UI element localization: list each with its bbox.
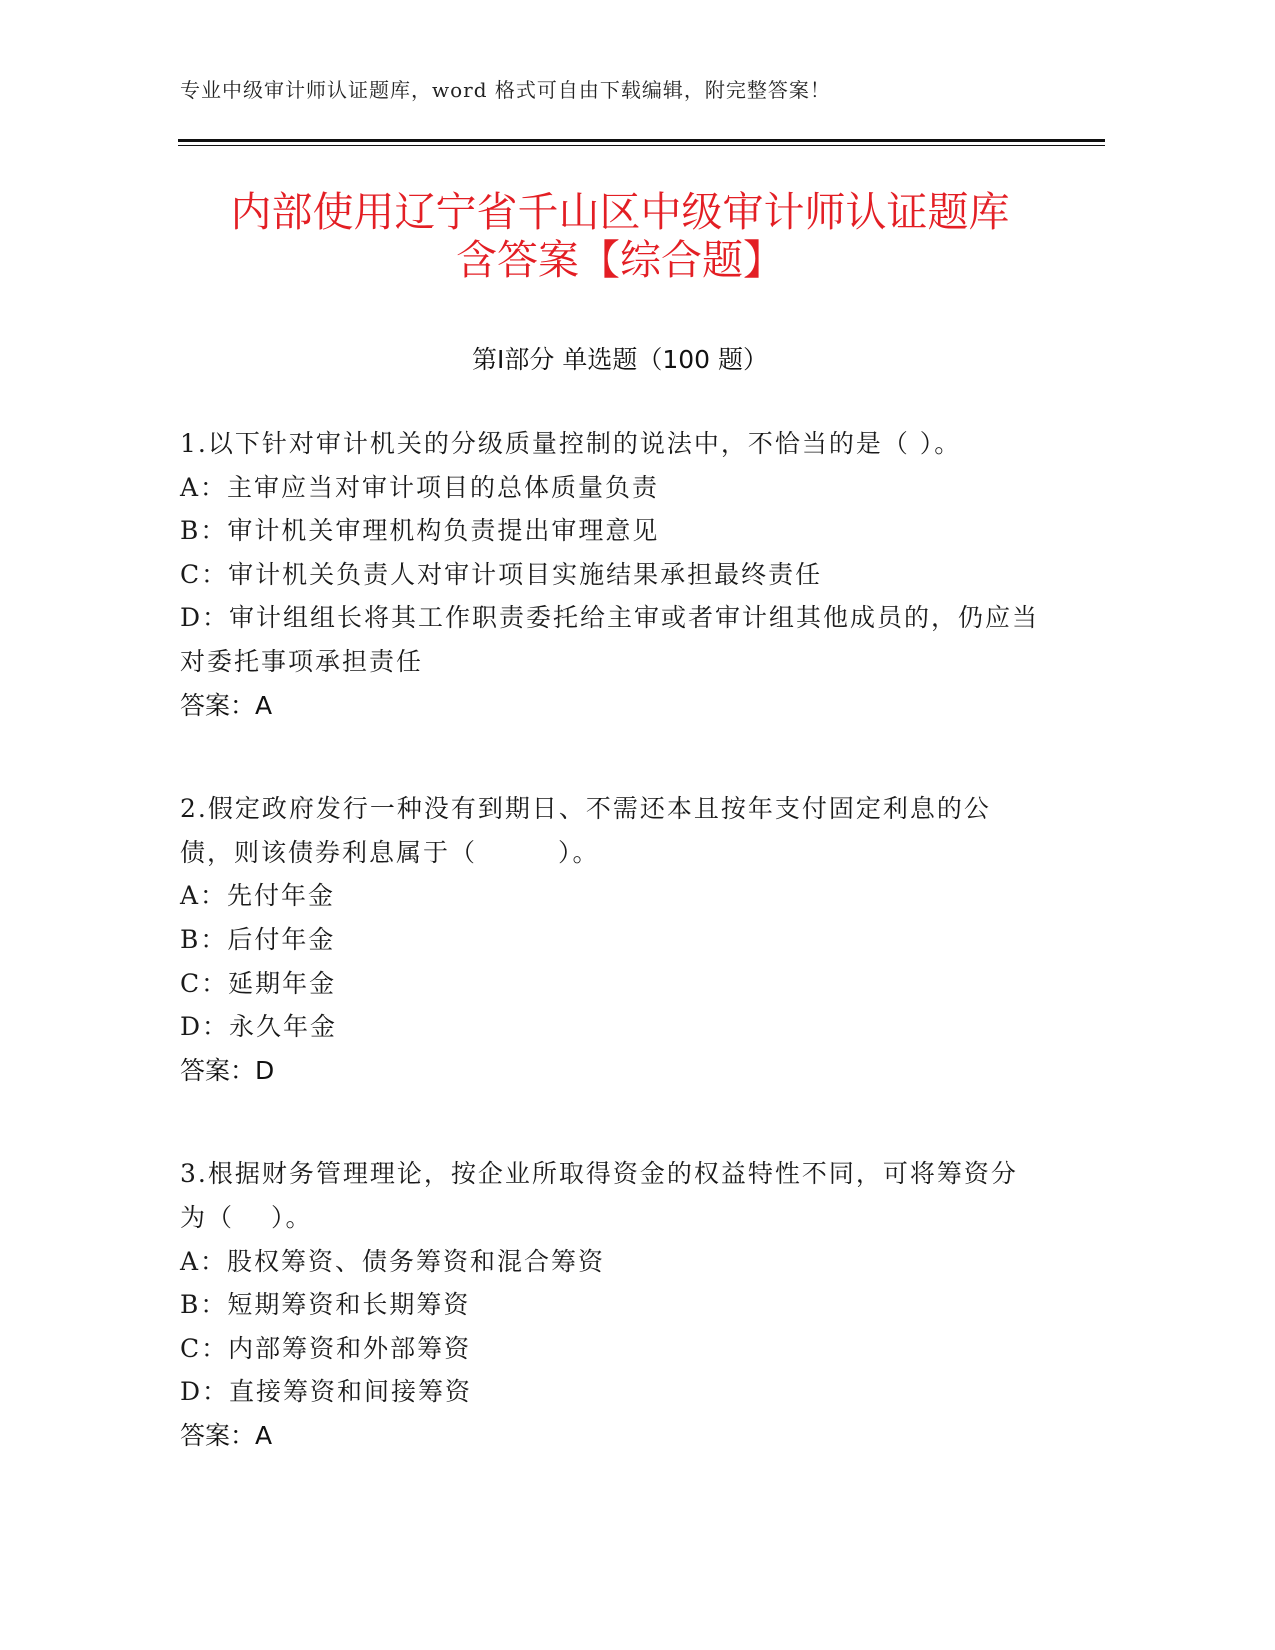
document-title: [180, 188, 1060, 284]
option-b: B：审计机关审理机构负责提出审理意见: [180, 516, 660, 546]
answer: 答案：A: [180, 690, 273, 720]
question-2: [180, 787, 1040, 1092]
answer: 答案：A: [180, 1420, 273, 1450]
option-c: C：内部筹资和外部筹资: [180, 1333, 472, 1363]
header-rule-thick: [178, 139, 1105, 142]
header-note: 专业中级审计师认证题库，word 格式可自由下载编辑，附完整答案！: [180, 78, 831, 102]
option-a: A：股权筹资、债务筹资和混合筹资: [180, 1246, 606, 1276]
option-b: B：短期筹资和长期筹资: [180, 1290, 471, 1320]
question-stem: 1.以下针对审计机关的分级质量控制的说法中，不恰当的是（ ）。: [180, 429, 962, 458]
header-rule-thin: [178, 145, 1105, 146]
question-stem: 2.假定政府发行一种没有到期日、不需还本且按年支付固定利息的公债，则该债券利息属于（ ）。: [180, 794, 991, 867]
option-d: D：直接筹资和间接筹资: [180, 1377, 473, 1407]
section-title: 第Ⅰ部分 单选题（100 题）: [472, 345, 768, 374]
option-c: C：审计机关负责人对审计项目实施结果承担最终责任: [180, 559, 823, 589]
option-b: B：后付年金: [180, 924, 336, 954]
question-list: [180, 422, 1040, 1517]
option-d: D：永久年金: [180, 1012, 338, 1042]
question-1: [180, 422, 1040, 727]
option-a: A：先付年金: [180, 881, 336, 911]
question-3: [180, 1152, 1040, 1457]
document-title-line2: 含答案【综合题】: [456, 236, 784, 284]
question-stem: 3.根据财务管理理论，按企业所取得资金的权益特性不同，可将筹资分为（ ）。: [180, 1159, 1018, 1232]
option-c: C：延期年金: [180, 968, 337, 998]
document-title-line1: 内部使用辽宁省千山区中级审计师认证题库: [230, 188, 1010, 236]
answer: 答案：D: [180, 1055, 275, 1085]
option-d: D：审计组组长将其工作职责委托给主审或者审计组其他成员的，仍应当对委托事项承担责任: [180, 603, 1040, 676]
option-a: A：主审应当对审计项目的总体质量负责: [180, 472, 660, 502]
